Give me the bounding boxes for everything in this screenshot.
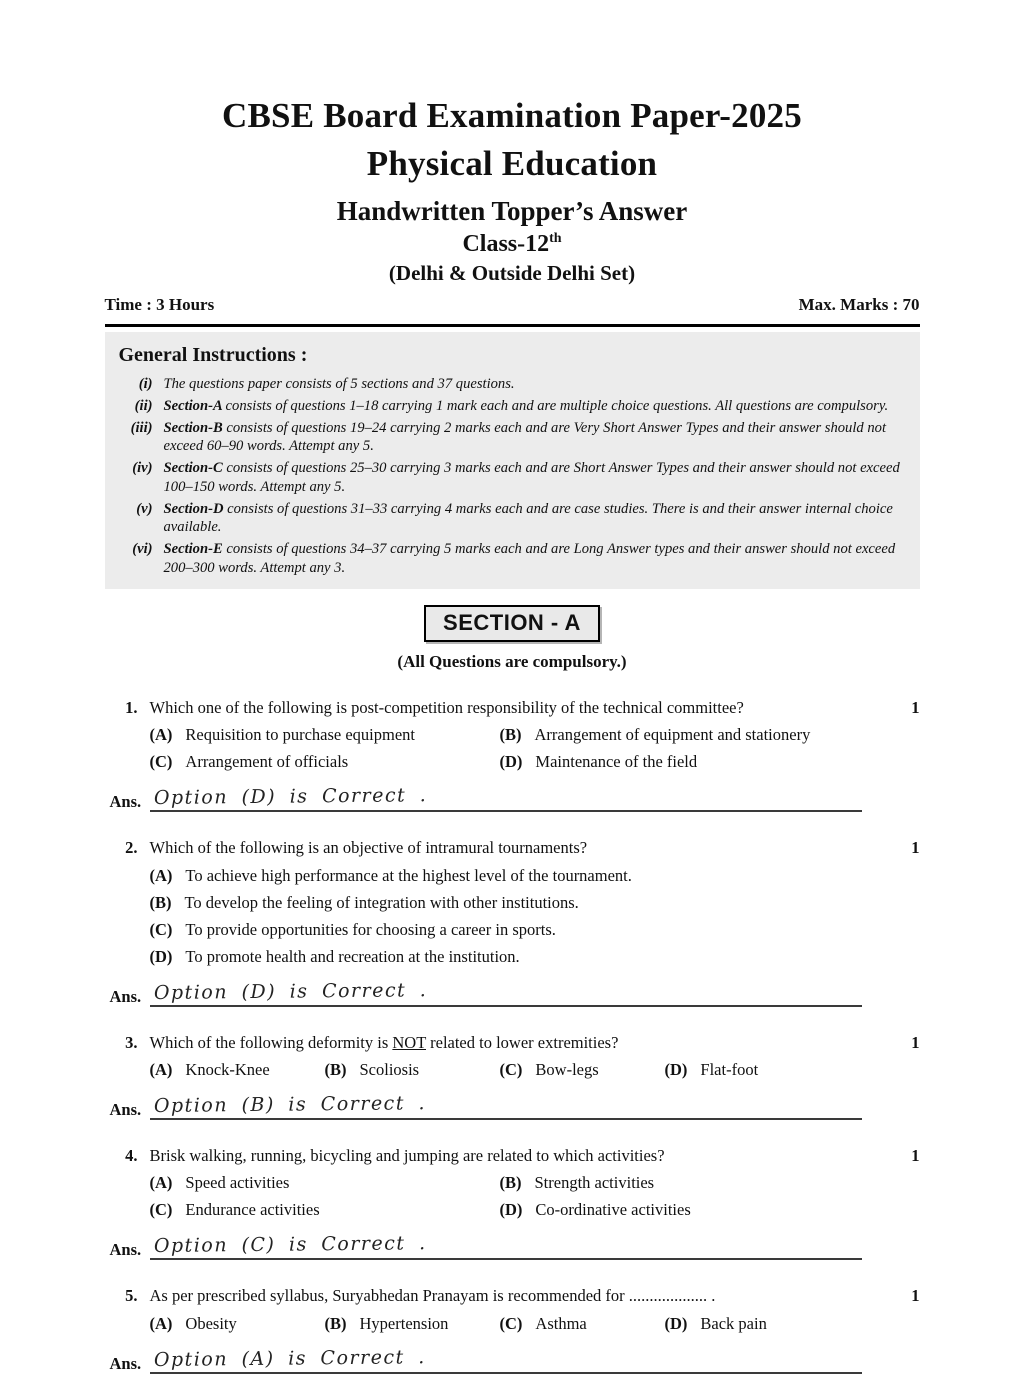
question-number: 3. [125, 1032, 138, 1052]
class-text: Class-12 [462, 231, 550, 258]
instruction-item [115, 500, 910, 537]
option-text: Strength activities [534, 1173, 655, 1193]
instruction-number: (vi) [132, 540, 153, 557]
option-text: Co-ordinative activities [535, 1200, 691, 1220]
option-b [500, 1173, 920, 1193]
option-text: To achieve high performance at the highest level of the tournament. [185, 865, 632, 885]
max-marks: Max. Marks : 70 [798, 295, 920, 315]
option-d [500, 752, 920, 772]
instruction-body: consists of questions 31–33 carrying 4 marks each and are case studies. There is and their answer internal choice available. [163, 500, 893, 536]
subject-title: Physical Education [366, 144, 658, 184]
option-a [150, 866, 920, 886]
option-label: (B) [324, 1313, 347, 1333]
answer-label: Ans. [109, 1240, 142, 1260]
option-label: (B) [499, 1173, 522, 1193]
options-list [150, 725, 920, 772]
instruction-body: consists of questions 1–18 carrying 1 mark each and are multiple choice questions. All questions are compulsory. [225, 398, 889, 415]
question-row [105, 1032, 920, 1054]
answer-label: Ans. [109, 1099, 142, 1119]
instruction-lead: Section-E [163, 540, 223, 557]
answer-label: Ans. [109, 1353, 142, 1373]
instruction-item [115, 540, 910, 577]
option-label: (D) [664, 1059, 688, 1079]
section-a-title: SECTION - A [424, 605, 600, 642]
question-4 [105, 1145, 920, 1260]
option-text: Obesity [185, 1313, 237, 1333]
instruction-item [115, 397, 910, 416]
option-label: (C) [149, 919, 173, 939]
option-b [150, 893, 920, 913]
instruction-text [164, 459, 910, 496]
handwritten-answer: Option (D) is Correct . [153, 784, 428, 810]
option-label: (B) [324, 1059, 347, 1079]
paper-header [105, 92, 920, 286]
instruction-text [164, 375, 910, 394]
question-row [105, 697, 920, 719]
options-list [150, 1060, 920, 1080]
option-text: To develop the feeling of integration with other institutions. [184, 892, 579, 912]
option-a [150, 1060, 325, 1080]
question-5 [105, 1285, 920, 1373]
option-d [150, 947, 920, 967]
question-marks: 1 [911, 1145, 920, 1165]
handwritten-answer: Option (C) is Correct . [153, 1232, 427, 1258]
option-text: To provide opportunities for choosing a career in sports. [185, 919, 556, 939]
options-list [150, 866, 920, 967]
answer-row [109, 1345, 920, 1374]
option-text: Flat-foot [700, 1059, 759, 1079]
question-text-underlined: NOT [392, 1032, 426, 1052]
answer-row [109, 784, 920, 812]
class-title [105, 229, 920, 260]
option-text: Back pain [700, 1313, 767, 1333]
instruction-body: consists of questions 34–37 carrying 5 marks each and are Long Answer types and their answer should not exceed 200–300 words. Attempt any 3. [163, 540, 896, 576]
option-label: (C) [149, 752, 173, 772]
question-row [105, 1285, 920, 1307]
question-text [150, 1032, 894, 1054]
question-text-after: related to lower extremities? [426, 1032, 619, 1052]
answer-line [150, 1092, 862, 1120]
question-row [105, 837, 920, 859]
option-label: (B) [149, 892, 172, 912]
option-d [665, 1314, 920, 1334]
options-list [150, 1173, 920, 1220]
option-c [500, 1314, 665, 1334]
instruction-body: The questions paper consists of 5 sections and 37 questions. [163, 376, 515, 393]
question-text: Which one of the following is post-competition responsibility of the technical committee? [149, 698, 744, 718]
time-allowed: Time : 3 Hours [104, 295, 215, 315]
question-3 [105, 1032, 920, 1120]
instruction-text [164, 500, 910, 537]
option-label: (A) [149, 1059, 173, 1079]
instruction-item [115, 459, 910, 496]
instruction-number: (iii) [130, 419, 153, 436]
option-label: (D) [149, 946, 173, 966]
instruction-item [115, 375, 910, 394]
option-c [150, 920, 920, 940]
option-text: Maintenance of the field [535, 752, 698, 772]
instruction-body: consists of questions 25–30 carrying 3 marks each and are Short Answer Types and their answer should not exceed 100–150 words. Attempt any 5. [163, 460, 900, 495]
option-c [150, 752, 500, 772]
answer-line [150, 978, 862, 1007]
question-marks: 1 [911, 1286, 920, 1306]
option-label: (C) [149, 1200, 173, 1220]
option-text: Hypertension [359, 1313, 449, 1333]
question-marks: 1 [911, 1032, 920, 1052]
question-2 [105, 837, 920, 1006]
option-label: (D) [499, 1200, 523, 1220]
set-title: (Delhi & Outside Delhi Set) [388, 261, 636, 286]
answer-label: Ans. [109, 792, 142, 812]
question-text: Which of the following is an objective of intramural tournaments? [149, 838, 588, 858]
question-number: 5. [125, 1286, 138, 1306]
option-text: Speed activities [185, 1173, 290, 1193]
option-text: Arrangement of officials [185, 752, 349, 772]
option-label: (D) [664, 1313, 688, 1333]
option-c [500, 1060, 665, 1080]
option-d [665, 1060, 920, 1080]
answer-row [109, 978, 920, 1007]
option-b [325, 1314, 500, 1334]
option-text: Requisition to purchase equipment [185, 725, 415, 745]
instruction-lead: Section-B [163, 419, 223, 436]
option-label: (C) [499, 1059, 523, 1079]
header-divider [105, 324, 920, 327]
question-number: 1. [125, 698, 138, 718]
section-a-subtitle: (All Questions are compulsory.) [397, 652, 627, 672]
question-number: 4. [125, 1145, 138, 1165]
option-text: Arrangement of equipment and stationery [534, 725, 811, 745]
options-list [150, 1314, 920, 1334]
instruction-lead: Section-C [163, 460, 223, 477]
answer-label: Ans. [109, 986, 142, 1006]
question-text: As per prescribed syllabus, Suryabhedan Pranayam is recommended for ................... . [149, 1286, 716, 1306]
instruction-text [164, 419, 910, 456]
time-marks-row [105, 295, 920, 315]
option-text: Scoliosis [359, 1059, 420, 1079]
instruction-number: (v) [136, 500, 153, 517]
answer-line [150, 1232, 862, 1260]
option-label: (C) [499, 1313, 523, 1333]
option-label: (A) [149, 725, 173, 745]
option-a [150, 1314, 325, 1334]
option-d [500, 1200, 920, 1220]
handwritten-answer: Option (B) is Correct . [153, 1092, 427, 1117]
option-a [150, 725, 500, 745]
instruction-lead: Section-A [163, 398, 222, 415]
instruction-lead: Section-D [163, 500, 224, 517]
question-marks: 1 [911, 838, 920, 858]
instruction-text [164, 397, 910, 416]
instruction-number: (i) [138, 376, 153, 393]
option-label: (B) [499, 725, 522, 745]
instruction-item [115, 419, 910, 456]
question-row [105, 1145, 920, 1167]
question-number: 2. [125, 838, 138, 858]
answer-type-title: Handwritten Topper’s Answer [336, 195, 688, 226]
option-text: Endurance activities [185, 1200, 320, 1220]
option-a [150, 1173, 500, 1193]
paper-title: CBSE Board Examination Paper-2025 [222, 96, 802, 135]
section-a-header [105, 605, 920, 642]
option-label: (A) [149, 1313, 173, 1333]
handwritten-answer: Option (D) is Correct . [153, 978, 428, 1004]
question-1 [105, 697, 920, 812]
option-label: (A) [149, 1173, 173, 1193]
option-label: (D) [499, 752, 523, 772]
option-label: (A) [149, 865, 173, 885]
page-content [105, 0, 920, 1374]
instruction-body: consists of questions 19–24 carrying 2 marks each and are Very Short Answer Types and their answer should not exceed 60–90 words. Attempt any 5. [163, 419, 887, 455]
option-text: Bow-legs [535, 1059, 599, 1079]
answer-row [109, 1092, 920, 1120]
answer-line [150, 1345, 862, 1374]
option-c [150, 1200, 500, 1220]
general-instructions [105, 332, 920, 589]
option-text: Asthma [535, 1313, 587, 1333]
answer-row [109, 1232, 920, 1260]
question-text: Brisk walking, running, bicycling and jumping are related to which activities? [149, 1145, 665, 1165]
question-text-before: Which of the following deformity is [149, 1032, 393, 1052]
instruction-number: (ii) [134, 398, 153, 415]
handwritten-answer: Option (A) is Correct . [153, 1345, 427, 1371]
option-text: Knock-Knee [185, 1059, 270, 1079]
answer-line [150, 784, 862, 812]
question-marks: 1 [911, 698, 920, 718]
class-superscript: th [549, 231, 562, 247]
instructions-heading: General Instructions : [118, 344, 308, 367]
option-b [325, 1060, 500, 1080]
option-text: To promote health and recreation at the institution. [185, 946, 520, 966]
instruction-number: (iv) [132, 460, 153, 477]
instruction-text [164, 540, 910, 577]
option-b [500, 725, 920, 745]
